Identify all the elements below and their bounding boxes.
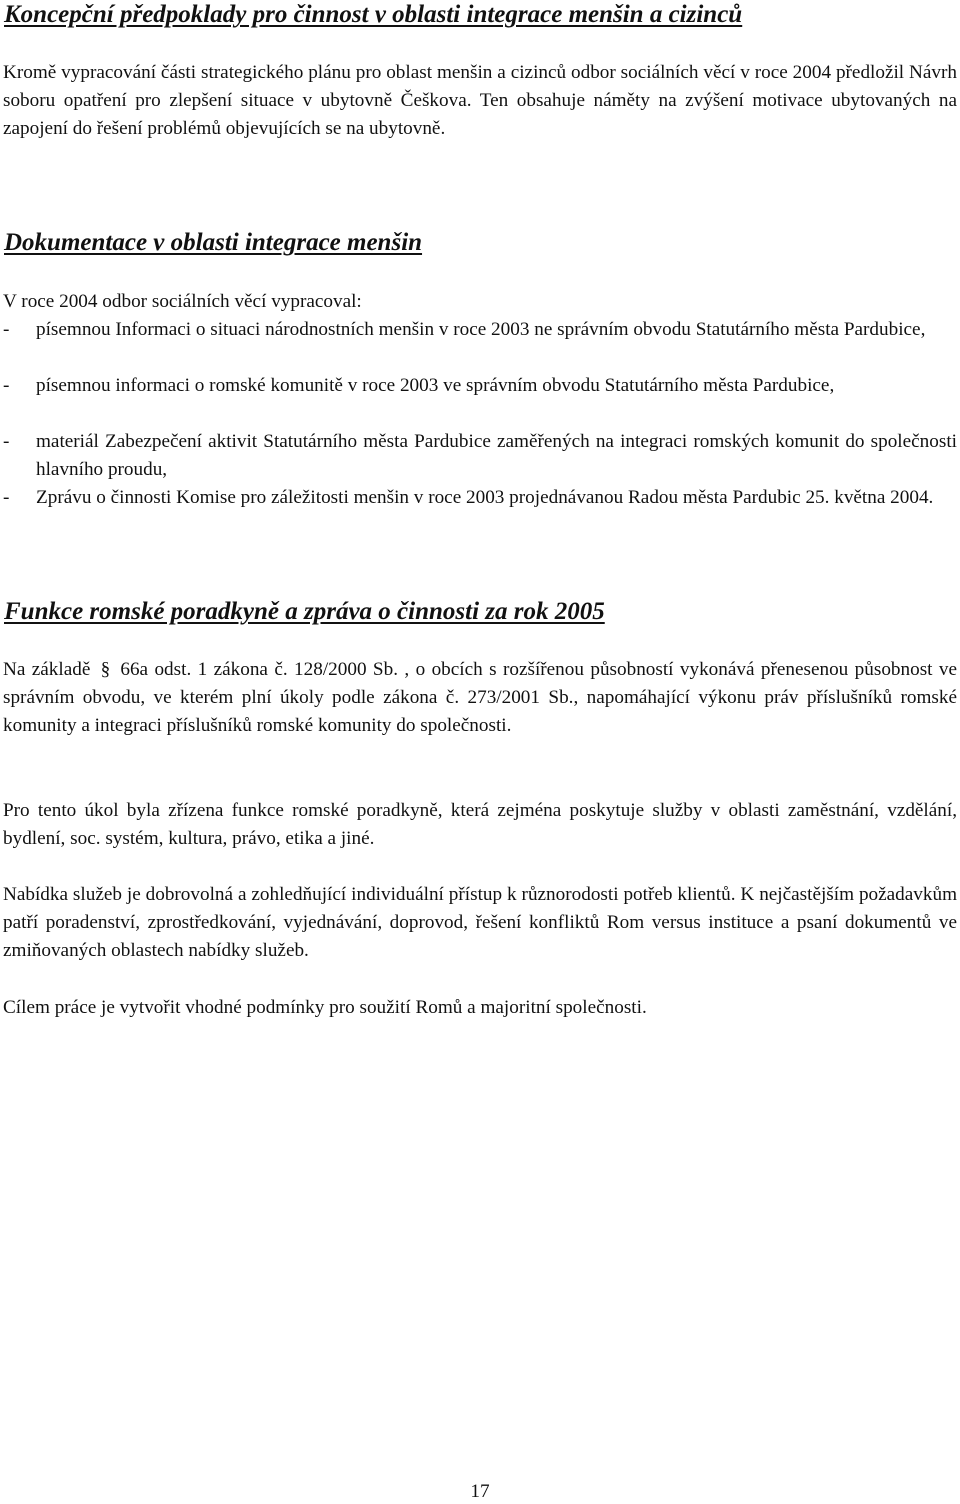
list-bullet: - [3,319,10,340]
list-bullet: - [3,375,10,396]
page-number: 17 [470,1481,490,1502]
paragraph-start: Na základě [3,659,91,680]
list-item-text: Zprávu o činnosti Komise pro záležitosti menšin v roce 2003 projednávanou Radou města Pardubic 25. května 2004. [36,487,934,508]
list-item-text: písemnou informaci o romské komunitě v roce 2003 ve správním obvodu Statutárního města Pardubice, [36,375,835,396]
heading-koncepcni: Koncepční předpoklady pro činnost v oblasti integrace menšin a cizinců [4,1,743,28]
paragraph-dokumentace-intro: V roce 2004 odbor sociálních věcí vypracoval: [3,291,362,312]
list-bullet: - [3,431,10,452]
paragraph-rest: 66a odst. 1 zákona č. 128/2000 Sb. , o obcích s rozšířenou působností vykonává přenesenou působnost ve správním obvodu, ve kterém plní úkoly podle zákona č. 273/2001 Sb., napomáhající výkonu práv příslušníků romské komunity a integraci příslušníků romské komunity do společnosti. [3,659,957,736]
heading-funkce: Funkce romské poradkyně a zpráva o činnosti za rok 2005 [4,598,605,625]
list-item-text: písemnou Informaci o situaci národnostních menšin v roce 2003 ne správním obvodu Statutárního města Pardubice, [36,319,926,340]
paragraph-funkce-4: Cílem práce je vytvořit vhodné podmínky pro soužití Romů a majoritní společnosti. [3,997,647,1018]
heading-dokumentace: Dokumentace v oblasti integrace menšin [4,229,423,256]
list-item [3,372,957,400]
section-sign: § [100,659,111,680]
list-item [3,484,957,512]
paragraph-funkce-3: Nabídka služeb je dobrovolná a zohledňující individuální přístup k různorodosti potřeb klientů. K nejčastějším požadavkům patří poradenství, zprostředkování, vyjednávání, doprovod, řešení konfliktů Rom versus instituce a psaní dokumentů ve zmiňovaných oblastech nabídky služeb. [3,884,957,961]
list-item-text: materiál Zabezpečení aktivit Statutárního města Pardubice zaměřených na integraci romských komunit do společnosti hlavního proudu, [36,431,957,480]
paragraph-funkce-2: Pro tento úkol byla zřízena funkce romské poradkyně, která zejména poskytuje služby v oblasti zaměstnání, vzdělání, bydlení, soc. systém, kultura, právo, etika a jiné. [3,800,957,849]
list-item [3,316,957,344]
paragraph-koncepcni: Kromě vypracování části strategického plánu pro oblast menšin a cizinců odbor sociálních věcí v roce 2004 předložil Návrh soboru opatření pro zlepšení situace v ubytovně Češkova. Ten obsahuje náměty na zvýšení motivace ubytovaných na zapojení do řešení problémů objevujících se na ubytovně. [3,62,957,139]
list-item [3,428,957,484]
list-bullet: - [3,487,10,508]
paragraph-funkce-1 [3,656,957,740]
